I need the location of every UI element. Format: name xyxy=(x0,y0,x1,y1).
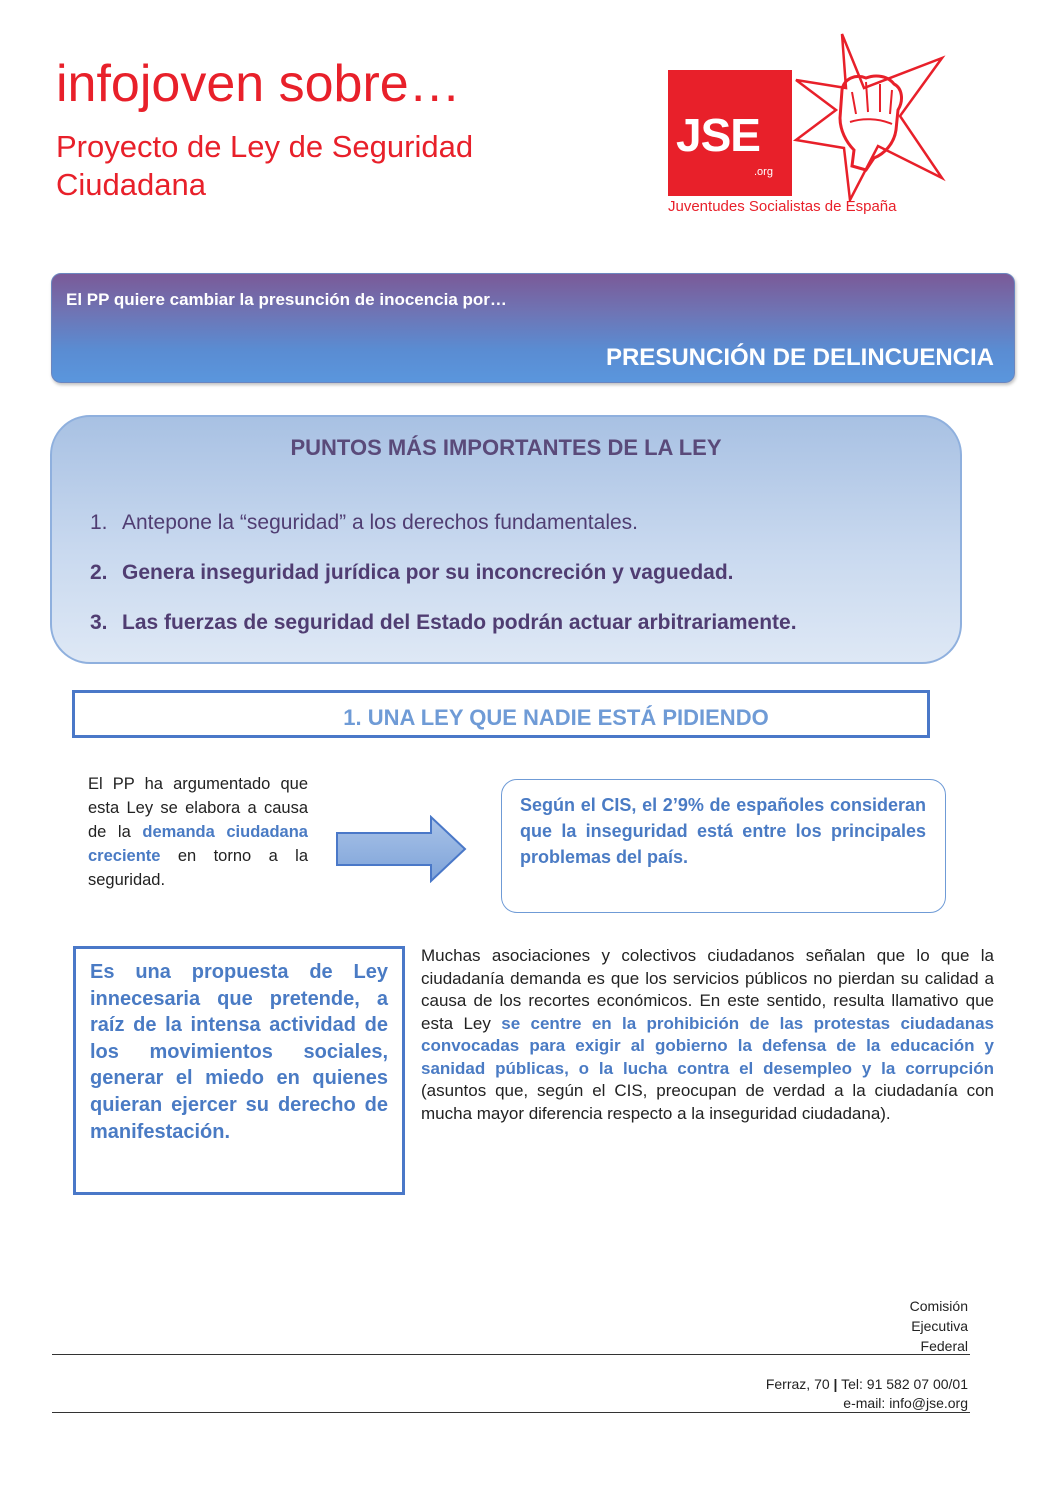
jse-logo xyxy=(668,30,948,220)
list-item xyxy=(90,611,797,635)
cis-callout xyxy=(501,779,946,913)
paragraph-text: El PP ha argumentado que esta Ley se elabora a causa de la xyxy=(88,775,308,841)
intro-paragraph xyxy=(88,772,308,892)
section-heading-box xyxy=(72,690,930,738)
signature-line: Comisión xyxy=(909,1298,968,1314)
logo-domain: .org xyxy=(754,166,773,178)
list-item-text: Genera inseguridad jurídica por su inconcreción y vaguedad. xyxy=(122,561,734,584)
list-item xyxy=(90,511,638,535)
document-title: infojoven sobre… xyxy=(56,55,461,113)
paragraph-text: en torno a la seguridad. xyxy=(88,847,308,889)
associations-paragraph xyxy=(421,945,994,1125)
highlight-text: se centre en la prohibición de las protestas ciudadanas convocadas para exigir al gobierno la defensa de la educación y sanidad públicas, o la lucha contra el desempleo y la corrupción xyxy=(421,1013,994,1078)
proposal-box xyxy=(73,946,405,1195)
logo-tagline: Juventudes Socialistas de España xyxy=(668,198,897,215)
star-fist-icon xyxy=(792,30,948,202)
banner-intro: El PP quiere cambiar la presunción de inocencia por… xyxy=(66,290,507,309)
proposal-text: Es una propuesta de Ley innecesaria que pretende, a raíz de la intensa actividad de los movimientos sociales, generar el miedo en quienes quieran ejercer su derecho de manifestación. xyxy=(90,961,388,1143)
list-item-text: Antepone la “seguridad” a los derechos fundamentales. xyxy=(122,511,638,534)
separator: | xyxy=(833,1376,838,1392)
section-title: 1. UNA LEY QUE NADIE ESTÁ PIDIENDO xyxy=(343,705,769,730)
key-points-title: PUNTOS MÁS IMPORTANTES DE LA LEY xyxy=(290,435,722,460)
list-item-number: 3. xyxy=(90,611,108,634)
logo-acronym: JSE xyxy=(676,109,760,161)
list-item-number: 1. xyxy=(90,511,108,534)
arrow-right-icon xyxy=(335,815,467,883)
paragraph-text: Muchas asociaciones y colectivos ciudadanos señalan que lo que la ciudadanía demanda es que los servicios públicos no pierdan su calidad a causa de los recortes económicos. En este sentido, resulta llamativo que esta Ley xyxy=(421,946,994,1033)
signature-line: Federal xyxy=(920,1338,968,1354)
footer-divider xyxy=(52,1354,970,1355)
callout-text: Según el CIS, el 2’9% de españoles consideran que la inseguridad está entre los principales problemas del país. xyxy=(520,795,926,867)
contact-address xyxy=(600,1374,968,1394)
list-item-number: 2. xyxy=(90,561,108,584)
signature-block xyxy=(820,1296,968,1356)
highlight-text: demanda ciudadana creciente xyxy=(88,823,308,865)
list-item xyxy=(90,561,734,585)
phone-text: Tel: 91 582 07 00/01 xyxy=(841,1376,968,1392)
address-text: Ferraz, 70 xyxy=(765,1376,830,1392)
banner-headline: PRESUNCIÓN DE DELINCUENCIA xyxy=(605,344,994,371)
footer-divider xyxy=(52,1412,970,1413)
document-subtitle: Proyecto de Ley de Seguridad Ciudadana xyxy=(56,129,474,202)
headline-banner xyxy=(51,273,1015,383)
list-item-text: Las fuerzas de seguridad del Estado podrán actuar arbitrariamente. xyxy=(122,611,797,634)
key-points-panel xyxy=(50,415,962,664)
contact-email: e-mail: info@jse.org xyxy=(843,1395,968,1411)
signature-line: Ejecutiva xyxy=(911,1318,968,1334)
paragraph-text: (asuntos que, según el CIS, preocupan de verdad a la ciudadanía con mucha mayor diferencia respecto a la inseguridad ciudadana). xyxy=(421,1081,994,1123)
